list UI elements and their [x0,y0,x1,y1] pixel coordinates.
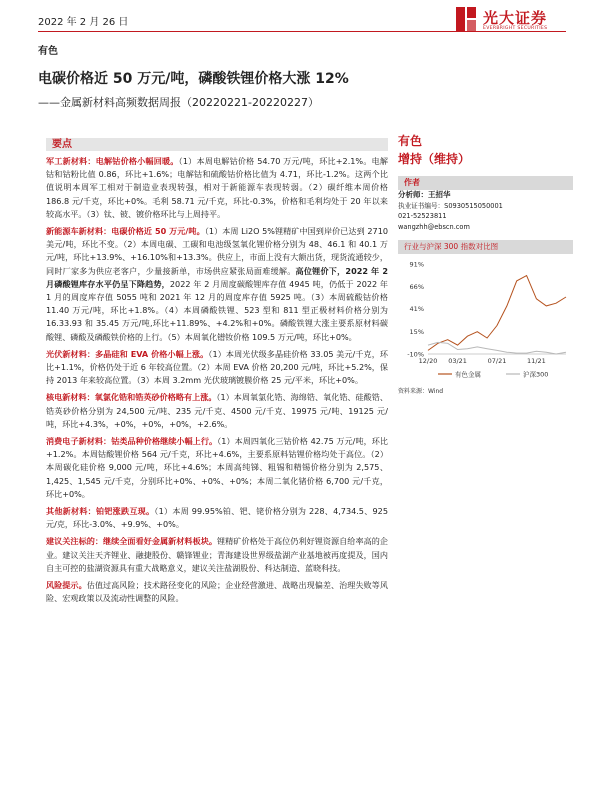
paragraph-nuclear [46,391,388,431]
analyst-email[interactable]: wangzhh@ebscn.com [398,222,470,231]
analyst-cert: 执业证书编号：S0930515050001 [398,201,503,210]
chart-title: 行业与沪深 300 指数对比图 [398,240,573,254]
x-tick-label: 07/21 [487,357,507,365]
paragraph-text: 2022 年 2 月周度碳酸锂库存值 4945 吨，仍低于 2022 年 1 月的周度库存值 5055 吨和 2021 年 12 月的周度库存值 5925 吨。（3）本周硫酸钴价格 11.40 万元/吨，环比+1.8%。（4）本周磷酸铁锂、523 型和 811 型正极材料价格分别为 16.33.93 和 35.45 万元/吨,环比+11.89%、+4.2%和+0%。磷酸铁锂大涨主要系原材料碳酸锂、磷酸及磷酸铁价格的上行。（5）本周氧化镨钕价格 109.5 万元/吨，环比+0%。 [46,278,388,342]
y-tick-label: 41% [409,305,424,314]
key-points-label: 要点 [52,139,72,150]
paragraph-heading: 风险提示。 [46,580,87,591]
chart-svg [398,254,573,384]
y-tick-label: 66% [409,282,424,291]
index-comparison-chart [398,254,573,384]
analyst-name: 分析师：王招华 [398,190,451,199]
legend-label: 有色金属 [455,370,481,379]
y-tick-label: 91% [409,260,424,269]
x-tick-label: 03/21 [448,357,467,365]
paragraph-text: （1）本周电解钴价格 54.70 万元/吨，环比+2.1%。电解钴和钴粉比值 0.86，环比+1.6%；电解钴和硫酸钴价格比值为 4.71，环比-1.2%。这两个比值说明本周军工相对于制造业表现转强，相对于新能源车表现转弱。（2）碳纤维本周价格 186.8 元/千克，环比+0%。毛利 58.71 元/千克，环比-0.3%，价格和毛利均处于 20 年以来较高水平。（3）钛、铍、镀价格环比与上周持平。 [46,156,388,219]
report-date: 2022 年 2 月 26 日 [38,17,129,28]
author-header: 作者 [398,176,573,190]
paragraph-heading: 消费电子新材料：钴类品种价格继续小幅上行。 [46,436,218,447]
x-tick-label: 11/21 [527,357,546,365]
paragraph-emphasis: 高位锂价下，2022 年 2 月磷酸锂库存水平仍呈下降趋势， [46,265,388,289]
paragraph-heading: 新能源车新材料：电碳价格近 50 万元/吨。 [46,226,205,237]
brand-name-cn: 光大证券 [483,9,548,27]
series-line-2 [428,342,566,354]
paragraph-text: （1）本周 Li2O 5%锂精矿中国到岸价已达到 2710 美元/吨，环比不变。（2）本周电碳、工碳和电池级氢氧化锂价格分别为 48、46.1 和 40.1 万元/吨，环比+13.9%、+16.10%和+13.3%。供应上，市面上没有大额出货，现货流通较少，同时厂家多为供应老客户，少量接新单，市场供应紧张局面难缓解。 [46,226,388,276]
paragraph-military [46,155,388,221]
paragraph-heading: 军工新材料：电解钴价格小幅回暖。 [46,156,179,166]
y-tick-label: -10% [407,350,424,359]
paragraph-text: 估值过高风险；技术路径变化的风险；企业经营激进、战略出现偏差、治理失败等风险、宏观政策以及流动性调整的风险。 [46,580,388,604]
paragraph-heading: 光伏新材料：多晶硅和 EVA 价格小幅上涨。 [46,348,209,359]
paragraph-other [46,505,388,531]
sidebar-industry: 有色 [398,134,423,148]
paragraph-heading: 核电新材料：氧氯化锆和锆英砂价格略有上涨。 [46,392,217,403]
paragraph-text: （1）本周四氧化三钴价格 42.75 万元/吨，环比+1.2%。本周钴酸锂价格 564 元/千克，环比+4.6%，主要系原料钴锂价格均处于高位。（2）本周碳化硅价格 9,000 元/吨，环比+4.6%；本周高纯锑、粗锡和精锡价格分别为 2,575、1,425、1,545 元/千克，分别环比+0%、+0%、+0%；本周二氧化锗价格 6,700 元/千克，环比+0%。 [46,436,388,499]
brand-name-en: EVERBRIGHT SECURITIES [483,26,548,31]
report-title: 电碳价格近 50 万元/吨，磷酸铁锂价格大涨 12% [38,71,349,87]
industry-label: 有色 [38,46,58,57]
paragraph-heading: 建议关注标的：继续全面看好金属新材料板块。 [46,536,218,547]
key-points-body [46,155,388,610]
series-line-1 [428,276,566,351]
header-divider [38,31,566,32]
paragraph-heading: 其他新材料：铂钯涨跌互现。 [46,506,155,517]
legend-label: 沪深300 [523,370,549,379]
everbright-logo-icon [455,6,477,32]
paragraph-text: （1）本周光伏级多晶硅价格 33.05 美元/千克，环比+1.1%，价格仍处于近 6 年较高位置。（2）本周 EVA 价格 20,200 元/吨，环比+5.2%，保持 2013 年来较高位置。（3）本周 3.2mm 光伏玻璃镀膜价格 25 元/平米，环比+0%。 [46,348,388,386]
paragraph-new-energy [46,225,388,344]
y-tick-label: 15% [409,328,424,337]
paragraph-risk [46,579,388,605]
report-subtitle: ——金属新材料高频数据周报（20220221-20220227） [38,96,319,109]
sidebar [398,132,573,395]
paragraph-text: 锂精矿价格处于高位仍利好锂资源自给率高的企业。建议关注天齐锂业、融捷股份、赣锋锂业；青海建设世界级盐湖产业基地被再度提及，国内自主可控的盐湖资源具有重大战略意义，建议关注盐湖股份、科达制造、蓝晓科技。 [46,536,388,573]
paragraph-text: （1）本周 99.95%铂、钯、铑价格分别为 228、4,734.5、925 元/克，环比-3.0%、+9.9%、+0%。 [46,506,388,530]
paragraph-consumer-electronics [46,435,388,501]
paragraph-recommendations [46,535,388,575]
key-points-header [46,138,388,151]
chart-source: 资料来源：Wind [398,388,444,395]
paragraph-photovoltaic [46,348,388,388]
analyst-phone: 021-52523811 [398,212,447,220]
x-tick-label: 12/20 [418,357,438,365]
paragraph-text: （1）本周氧氯化锆、海绵锆、氧化锆、硅酸锆、锆英砂价格分别为 24,500 元/吨、235 元/千克、4500 元/千克、19975 元/吨、19125 元/吨，环比+4.3%，+0%，+0%，+0%，+2.6%。 [46,392,388,429]
sidebar-rating: 增持（维持） [398,152,471,166]
